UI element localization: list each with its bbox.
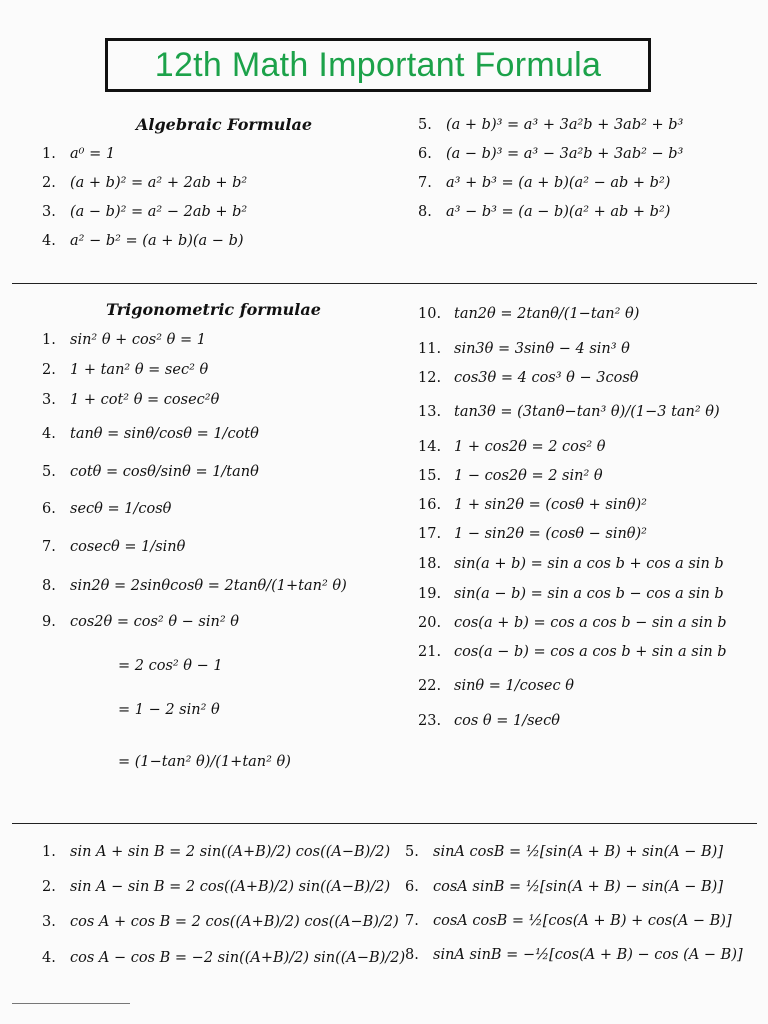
formula-number: 5. — [418, 117, 432, 133]
formula-text: cos A + cos B = 2 cos((A+B)/2) cos((A−B)/2) — [70, 914, 399, 930]
formula-text: sin(a + b) = sin a cos b + cos a sin b — [454, 556, 724, 572]
formula-item — [42, 330, 206, 350]
formula-item — [90, 752, 291, 772]
formula-number: 6. — [405, 879, 419, 895]
formula-item — [418, 554, 724, 574]
formula-number: 4. — [42, 426, 56, 442]
formula-text: secθ = 1/cosθ — [70, 501, 172, 517]
formula-number: 3. — [42, 204, 56, 220]
formula-text: cos(a − b) = cos a cos b + sin a sin b — [454, 644, 727, 660]
formula-item — [42, 842, 390, 862]
formula-number: 4. — [42, 950, 56, 966]
formula-text: a⁰ = 1 — [70, 146, 116, 162]
formula-item — [90, 700, 220, 720]
formula-number: 22. — [418, 678, 442, 694]
formula-text: 1 + sin2θ = (cosθ + sinθ)² — [454, 497, 647, 513]
formula-number: 2. — [42, 175, 56, 191]
formula-item — [418, 173, 670, 193]
formula-number: 21. — [418, 644, 442, 660]
formula-item — [405, 842, 723, 862]
formula-item — [42, 360, 208, 380]
formula-text: tanθ = sinθ/cosθ = 1/cotθ — [70, 426, 259, 442]
formula-item — [42, 576, 347, 596]
formula-number: 6. — [418, 146, 432, 162]
formula-number: 14. — [418, 439, 442, 455]
formula-item — [42, 499, 171, 519]
formula-text: sin² θ + cos² θ = 1 — [70, 332, 206, 348]
formula-text: cos(a + b) = cos a cos b − sin a sin b — [454, 615, 727, 631]
formula-item — [42, 424, 259, 444]
formula-number: 16. — [418, 497, 442, 513]
formula-number: 20. — [418, 615, 442, 631]
formula-text: (a − b)² = a² − 2ab + b² — [70, 204, 248, 220]
formula-text: tan3θ = (3tanθ−tan³ θ)/(1−3 tan² θ) — [454, 404, 720, 420]
formula-number: 8. — [405, 947, 419, 963]
formula-text: sin A + sin B = 2 sin((A+B)/2) cos((A−B)/2) — [70, 844, 391, 860]
formula-number: 7. — [405, 913, 419, 929]
formula-text: a³ − b³ = (a − b)(a² + ab + b²) — [446, 204, 671, 220]
formula-text: sin(a − b) = sin a cos b − cos a sin b — [454, 586, 724, 602]
formula-number: 6. — [42, 501, 56, 517]
formula-text: 1 − cos2θ = 2 sin² θ — [454, 468, 603, 484]
formula-text: sinA cosB = ½[sin(A + B) + sin(A − B)] — [433, 844, 723, 860]
formula-text: cos2θ = cos² θ − sin² θ — [70, 614, 239, 630]
formula-number: 13. — [418, 404, 442, 420]
formula-item — [90, 656, 223, 676]
formula-item — [418, 304, 639, 324]
formula-number: 23. — [418, 713, 442, 729]
formula-text: tan2θ = 2tanθ/(1−tan² θ) — [454, 306, 640, 322]
formula-number: 2. — [42, 362, 56, 378]
formula-number: 3. — [42, 914, 56, 930]
formula-text: = 2 cos² θ − 1 — [118, 658, 223, 674]
formula-number: 18. — [418, 556, 442, 572]
formula-text: 1 − sin2θ = (cosθ − sinθ)² — [454, 526, 647, 542]
formula-item — [418, 676, 574, 696]
formula-item — [405, 911, 732, 931]
formula-text: sinθ = 1/cosec θ — [454, 678, 574, 694]
formula-text: 1 + cot² θ = cosec²θ — [70, 392, 220, 408]
formula-item — [418, 495, 647, 515]
formula-number: 9. — [42, 614, 56, 630]
formula-number: 1. — [42, 146, 56, 162]
section-divider-2 — [12, 823, 757, 824]
formula-item — [42, 912, 399, 932]
formula-text: sin A − sin B = 2 cos((A+B)/2) sin((A−B)/2) — [70, 879, 391, 895]
formula-text: sin3θ = 3sinθ − 4 sin³ θ — [454, 341, 630, 357]
page-title: 12th Math Important Formula — [154, 45, 602, 84]
formula-item — [405, 877, 723, 897]
formula-text: 1 + tan² θ = sec² θ — [70, 362, 209, 378]
formula-text: (a + b)³ = a³ + 3a²b + 3ab² + b³ — [446, 117, 684, 133]
formula-number: 8. — [42, 578, 56, 594]
formula-text: sin2θ = 2sinθcosθ = 2tanθ/(1+tan² θ) — [70, 578, 347, 594]
formula-item — [418, 144, 683, 164]
formula-number: 17. — [418, 526, 442, 542]
formula-number: 5. — [42, 464, 56, 480]
formula-text: (a − b)³ = a³ − 3a²b + 3ab² − b³ — [446, 146, 684, 162]
algebraic-heading: Algebraic Formulae — [136, 115, 313, 134]
formula-item — [418, 202, 670, 222]
formula-text: cos θ = 1/secθ — [454, 713, 560, 729]
formula-number: 5. — [405, 844, 419, 860]
formula-item — [418, 524, 647, 544]
formula-number: 11. — [418, 341, 442, 357]
formula-text: = (1−tan² θ)/(1+tan² θ) — [118, 754, 291, 770]
formula-item — [405, 945, 743, 965]
formula-text: cos A − cos B = −2 sin((A+B)/2) sin((A−B)/2) — [70, 950, 406, 966]
formula-item — [418, 368, 639, 388]
footer-rule — [12, 1003, 130, 1004]
formula-item — [418, 115, 683, 135]
formula-item — [418, 402, 720, 422]
formula-item — [42, 462, 259, 482]
formula-text: cosA sinB = ½[sin(A + B) − sin(A − B)] — [433, 879, 723, 895]
formula-text: = 1 − 2 sin² θ — [118, 702, 220, 718]
formula-text: sinA sinB = −½[cos(A + B) − cos (A − B)] — [433, 947, 743, 963]
formula-item — [42, 173, 247, 193]
formula-item — [418, 642, 727, 662]
formula-number: 15. — [418, 468, 442, 484]
formula-number: 2. — [42, 879, 56, 895]
formula-item — [42, 144, 115, 164]
formula-number: 7. — [418, 175, 432, 191]
formula-text: 1 + cos2θ = 2 cos² θ — [454, 439, 606, 455]
formula-text: a² − b² = (a + b)(a − b) — [70, 233, 244, 249]
formula-number: 3. — [42, 392, 56, 408]
formula-text: (a + b)² = a² + 2ab + b² — [70, 175, 248, 191]
formula-item — [42, 612, 239, 632]
formula-item — [42, 537, 185, 557]
formula-text: cos3θ = 4 cos³ θ − 3cosθ — [454, 370, 639, 386]
formula-item — [418, 613, 727, 633]
formula-number: 8. — [418, 204, 432, 220]
formula-text: cosA cosB = ½[cos(A + B) + cos(A − B)] — [433, 913, 732, 929]
formula-number: 4. — [42, 233, 56, 249]
formula-number: 7. — [42, 539, 56, 555]
formula-item — [42, 202, 247, 222]
formula-item — [42, 231, 244, 251]
formula-item — [42, 948, 405, 968]
formula-item — [418, 466, 603, 486]
formula-number: 10. — [418, 306, 442, 322]
section-divider-1 — [12, 283, 757, 284]
formula-text: a³ + b³ = (a + b)(a² − ab + b²) — [446, 175, 671, 191]
formula-item — [42, 390, 219, 410]
formula-number: 1. — [42, 844, 56, 860]
formula-number: 1. — [42, 332, 56, 348]
formula-item — [418, 339, 630, 359]
formula-number: 12. — [418, 370, 442, 386]
formula-item — [418, 711, 560, 731]
formula-number: 19. — [418, 586, 442, 602]
formula-text: cosecθ = 1/sinθ — [70, 539, 186, 555]
formula-text: cotθ = cosθ/sinθ = 1/tanθ — [70, 464, 259, 480]
formula-item — [418, 437, 606, 457]
page-title-box — [105, 38, 651, 92]
formula-item — [42, 877, 390, 897]
formula-item — [418, 584, 724, 604]
trig-heading: Trigonometric formulae — [106, 300, 321, 319]
